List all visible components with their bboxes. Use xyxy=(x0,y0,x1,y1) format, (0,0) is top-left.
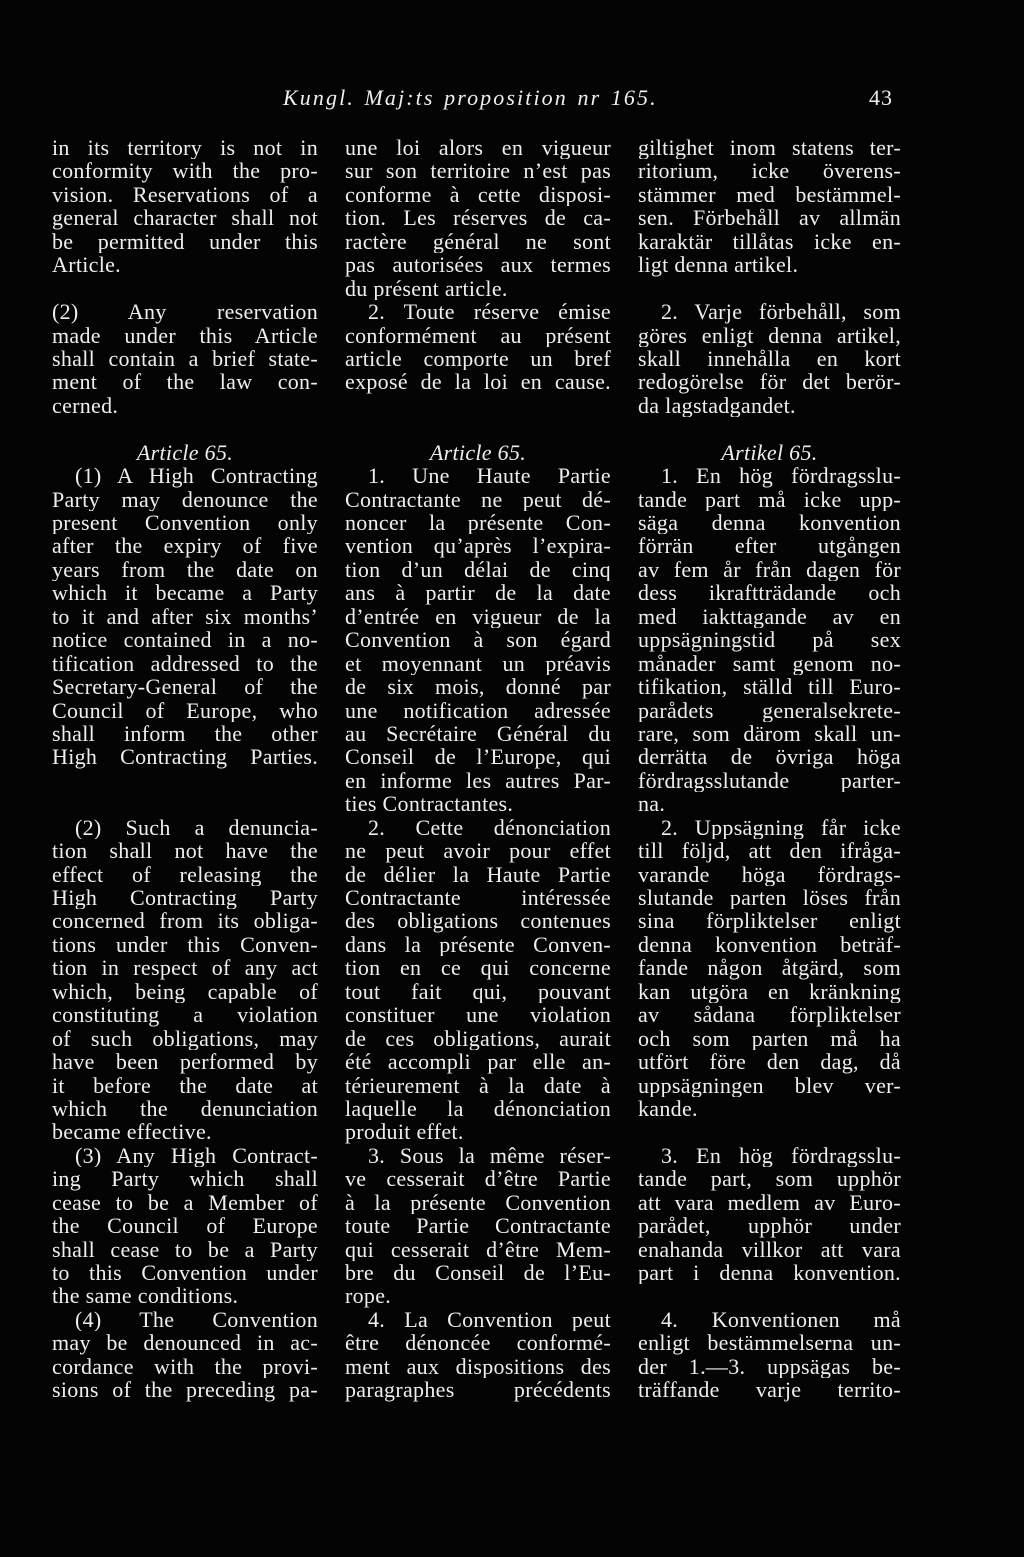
text-line: 4. La Convention peut xyxy=(368,1307,611,1332)
paragraph xyxy=(345,1144,611,1308)
text-line: cordance with the provi- xyxy=(52,1354,318,1379)
text-line: tion in respect of any act xyxy=(52,956,318,980)
text-line: sur son territoire n’est pas xyxy=(345,159,611,183)
text-line: ans à partir de la date xyxy=(345,581,611,605)
text-line: d’entrée en vigueur de la xyxy=(345,604,611,629)
text-line: High Contracting Parties. xyxy=(52,745,318,769)
article-heading: Article 65. xyxy=(136,440,234,465)
text-line: of such obligations, may xyxy=(52,1026,318,1051)
text-line: uppsägningstid på sex xyxy=(638,628,901,652)
paragraph xyxy=(638,300,901,417)
text-line: de délier la Haute Partie xyxy=(345,862,611,887)
text-line: des obligations contenues xyxy=(345,909,611,933)
text-line: une notification adressée xyxy=(345,698,611,722)
text-line: 4. Konventionen må xyxy=(661,1307,901,1332)
text-line: varande höga fördrags- xyxy=(638,862,901,886)
text-line: 1. En hög fördragsslu- xyxy=(661,464,901,488)
paragraph xyxy=(52,300,318,417)
text-line: être dénoncée conformé- xyxy=(345,1331,611,1355)
text-line: na. xyxy=(638,792,666,816)
text-line: ment of the law con- xyxy=(52,370,318,394)
text-line: toute Partie Contractante xyxy=(345,1214,611,1238)
paragraph xyxy=(52,464,318,769)
text-line: shall contain a brief state- xyxy=(52,346,318,371)
text-line: rare, som därom skall un- xyxy=(638,721,901,746)
text-line: notice contained in a no- xyxy=(52,628,318,652)
text-line: tion. Les réserves de ca- xyxy=(345,206,611,230)
text-line: ment aux dispositions des xyxy=(345,1354,611,1379)
text-line: in its territory is not in xyxy=(52,136,318,160)
text-line: enligt bestämmelserna un- xyxy=(638,1331,901,1355)
french-column xyxy=(345,136,611,1402)
text-line: slutande parten löses från xyxy=(638,886,901,910)
text-line: Party may denounce the xyxy=(52,487,318,511)
text-line: conformément au présent xyxy=(345,323,611,347)
text-line: laquelle la dénonciation xyxy=(345,1096,611,1121)
text-line: constituer une violation xyxy=(345,1003,611,1027)
text-line: träffande varje territo- xyxy=(638,1378,901,1402)
text-line: giltighet inom statens ter- xyxy=(638,136,901,160)
text-line: derrätta de övriga höga xyxy=(638,745,901,769)
text-line: été accompli par elle an- xyxy=(345,1050,611,1074)
text-line: fördragsslutande parter- xyxy=(638,768,901,793)
paragraph xyxy=(345,816,611,1144)
text-line: redogörelse för det berör- xyxy=(638,370,901,394)
text-line: en informe les autres Par- xyxy=(345,768,611,793)
text-line: säga denna konvention xyxy=(638,511,901,535)
text-line: cerned. xyxy=(52,393,119,418)
text-line: pas autorisées aux termes xyxy=(345,253,611,277)
text-line: månader samt genom no- xyxy=(638,651,901,676)
text-line: which the denunciation xyxy=(52,1096,318,1121)
text-line: och som parten må ha xyxy=(638,1026,901,1051)
text-line: cease to be a Member of xyxy=(52,1190,318,1215)
text-line: av fem år från dagen för xyxy=(638,557,901,582)
text-line: exposé de la loi en cause. xyxy=(345,370,611,394)
text-line: ve cesserait d’être Partie xyxy=(345,1167,611,1191)
article-heading: Artikel 65. xyxy=(721,440,818,465)
text-line: qui cesserait d’être Mem- xyxy=(345,1237,611,1262)
text-line: une loi alors en vigueur xyxy=(345,136,611,160)
text-line: 2. Cette dénonciation xyxy=(368,815,611,840)
text-line: göres enligt denna artikel, xyxy=(638,323,901,347)
text-line: which it became a Party xyxy=(52,581,318,605)
text-line: dess ikraftträdande och xyxy=(638,581,901,605)
text-line: parådet, upphör under xyxy=(638,1214,901,1238)
text-line: which, being capable of xyxy=(52,979,318,1004)
text-line: (2) Such a denuncia- xyxy=(75,815,318,840)
text-line: general character shall not xyxy=(52,206,318,230)
text-line: shall cease to be a Party xyxy=(52,1237,318,1262)
text-line: parådets generalsekrete- xyxy=(638,698,901,722)
paragraph xyxy=(638,816,901,1121)
paragraph xyxy=(52,1308,318,1402)
text-line: 3. En hög fördragsslu- xyxy=(661,1143,901,1168)
text-line: ritorium, icke överens- xyxy=(638,159,901,183)
text-line: (2) Any reservation xyxy=(52,300,318,324)
text-line: vision. Reservations of a xyxy=(52,182,318,207)
text-line: tout fait qui, pouvant xyxy=(345,979,611,1004)
text-line: der 1.—3. uppsägas be- xyxy=(638,1354,901,1379)
text-line: years from the date on xyxy=(52,557,318,582)
text-line: ne peut avoir pour effet xyxy=(345,839,611,863)
text-line: conformity with the pro- xyxy=(52,159,318,183)
paragraph xyxy=(638,1308,901,1402)
text-line: Contractante ne peut dé- xyxy=(345,487,611,512)
text-line: 1. Une Haute Partie xyxy=(368,464,611,488)
page-number: 43 xyxy=(869,85,893,110)
text-line: de six mois, donné par xyxy=(345,675,611,699)
text-line: rope. xyxy=(345,1284,392,1308)
paragraph xyxy=(345,1308,611,1402)
text-line: made under this Article xyxy=(52,323,318,347)
text-line: conforme à cette disposi- xyxy=(345,182,611,207)
text-line: produit effet. xyxy=(345,1120,464,1144)
text-line: article comporte un bref xyxy=(345,346,611,371)
text-line: till följd, att den ifråga- xyxy=(638,839,901,863)
text-line: became effective. xyxy=(52,1120,212,1144)
text-line: tions under this Conven- xyxy=(52,932,318,957)
text-line: enahanda villkor att vara xyxy=(638,1237,901,1261)
text-line: de ces obligations, aurait xyxy=(345,1026,611,1051)
text-line: noncer la présente Con- xyxy=(345,511,611,535)
text-line: the same conditions. xyxy=(52,1284,239,1308)
text-line: paragraphes précédents xyxy=(345,1378,611,1402)
text-line: Secretary-General of the xyxy=(52,675,318,699)
swedish-column xyxy=(638,136,901,1402)
text-line: dans la présente Conven- xyxy=(345,932,611,957)
text-line: med iakttagande av en xyxy=(638,604,901,629)
paragraph xyxy=(52,1144,318,1308)
text-line: tion en ce qui concerne xyxy=(345,956,611,980)
text-line: tion d’un délai de cinq xyxy=(345,557,611,582)
paragraph xyxy=(52,136,318,277)
text-line: to it and after six months’ xyxy=(52,604,318,629)
text-line: utfört före den dag, då xyxy=(638,1050,901,1074)
paragraph xyxy=(345,136,611,300)
paragraph xyxy=(638,464,901,816)
text-line: sen. Förbehåll av allmän xyxy=(638,206,901,230)
text-line: sina förpliktelser enligt xyxy=(638,909,901,933)
text-line: ligt denna artikel. xyxy=(638,253,799,277)
text-line: Conseil de l’Europe, qui xyxy=(345,745,611,769)
paragraph xyxy=(345,464,611,816)
text-line: à la présente Convention xyxy=(345,1190,611,1215)
text-line: ties Contractantes. xyxy=(345,792,514,816)
text-line: Council of Europe, who xyxy=(52,698,318,722)
text-line: after the expiry of five xyxy=(52,534,318,558)
text-line: tifikation, ställd till Euro- xyxy=(638,675,901,699)
text-line: tande part, som upphör xyxy=(638,1167,901,1191)
text-line: att vara medlem av Euro- xyxy=(638,1190,901,1215)
paragraph xyxy=(638,1144,901,1285)
text-line: tion shall not have the xyxy=(52,839,318,863)
text-line: kande. xyxy=(638,1096,698,1121)
text-line: tande part må icke upp- xyxy=(638,487,901,511)
text-line: bre du Conseil de l’Eu- xyxy=(345,1261,611,1285)
text-line: térieurement à la date à xyxy=(345,1073,611,1097)
text-line: 3. Sous la même réser- xyxy=(368,1143,611,1168)
text-line: förrän efter utgången xyxy=(638,534,901,558)
text-line: 2. Varje förbehåll, som xyxy=(661,300,901,324)
text-line: (1) A High Contracting xyxy=(75,464,318,488)
text-line: Contractante intéressée xyxy=(345,886,611,910)
text-line: fande någon åtgärd, som xyxy=(638,956,901,980)
text-line: stämmer med bestämmel- xyxy=(638,182,901,207)
text-line: ing Party which shall xyxy=(52,1167,318,1191)
text-line: denna konvention beträf- xyxy=(638,932,901,957)
text-line: (4) The Convention xyxy=(75,1307,318,1332)
text-line: part i denna konvention. xyxy=(638,1261,901,1285)
article-heading: Article 65. xyxy=(429,440,527,465)
text-line: may be denounced in ac- xyxy=(52,1331,318,1355)
paragraph xyxy=(345,300,611,394)
text-line: the Council of Europe xyxy=(52,1214,318,1238)
text-line: da lagstadgandet. xyxy=(638,393,796,418)
text-line: Convention à son égard xyxy=(345,628,611,652)
text-line: High Contracting Party xyxy=(52,886,318,910)
text-line: tification addressed to the xyxy=(52,651,318,676)
text-line: sions of the preceding pa- xyxy=(52,1378,318,1402)
text-line: ractère général ne sont xyxy=(345,229,611,254)
text-line: concerned from its obliga- xyxy=(52,909,318,933)
text-line: constituting a violation xyxy=(52,1003,318,1027)
text-line: present Convention only xyxy=(52,511,318,535)
english-column xyxy=(52,136,318,1402)
text-line: au Secrétaire Général du xyxy=(345,721,611,746)
text-line: uppsägningen blev ver- xyxy=(638,1073,901,1097)
text-line: be permitted under this xyxy=(52,229,318,254)
text-line: have been performed by xyxy=(52,1050,318,1074)
text-line: kan utgöra en kränkning xyxy=(638,979,901,1004)
paragraph xyxy=(638,136,901,277)
text-line: vention qu’après l’expira- xyxy=(345,534,611,558)
text-line: et moyennant un préavis xyxy=(345,651,611,676)
text-line: Article. xyxy=(52,253,121,277)
text-line: du présent article. xyxy=(345,276,508,301)
paragraph xyxy=(52,816,318,1144)
text-line: av sådana förpliktelser xyxy=(638,1003,901,1027)
text-line: 2. Uppsägning får icke xyxy=(661,815,901,840)
running-title: Kungl. Maj:ts proposition nr 165. xyxy=(283,85,658,110)
text-line: shall inform the other xyxy=(52,721,318,746)
text-line: skall innehålla en kort xyxy=(638,346,901,371)
text-line: 2. Toute réserve émise xyxy=(368,300,611,324)
text-line: it before the date at xyxy=(52,1073,318,1097)
text-line: karaktär tillåtas icke en- xyxy=(638,229,901,254)
text-line: to this Convention under xyxy=(52,1261,318,1285)
text-line: (3) Any High Contract- xyxy=(75,1143,318,1168)
text-line: effect of releasing the xyxy=(52,862,318,887)
